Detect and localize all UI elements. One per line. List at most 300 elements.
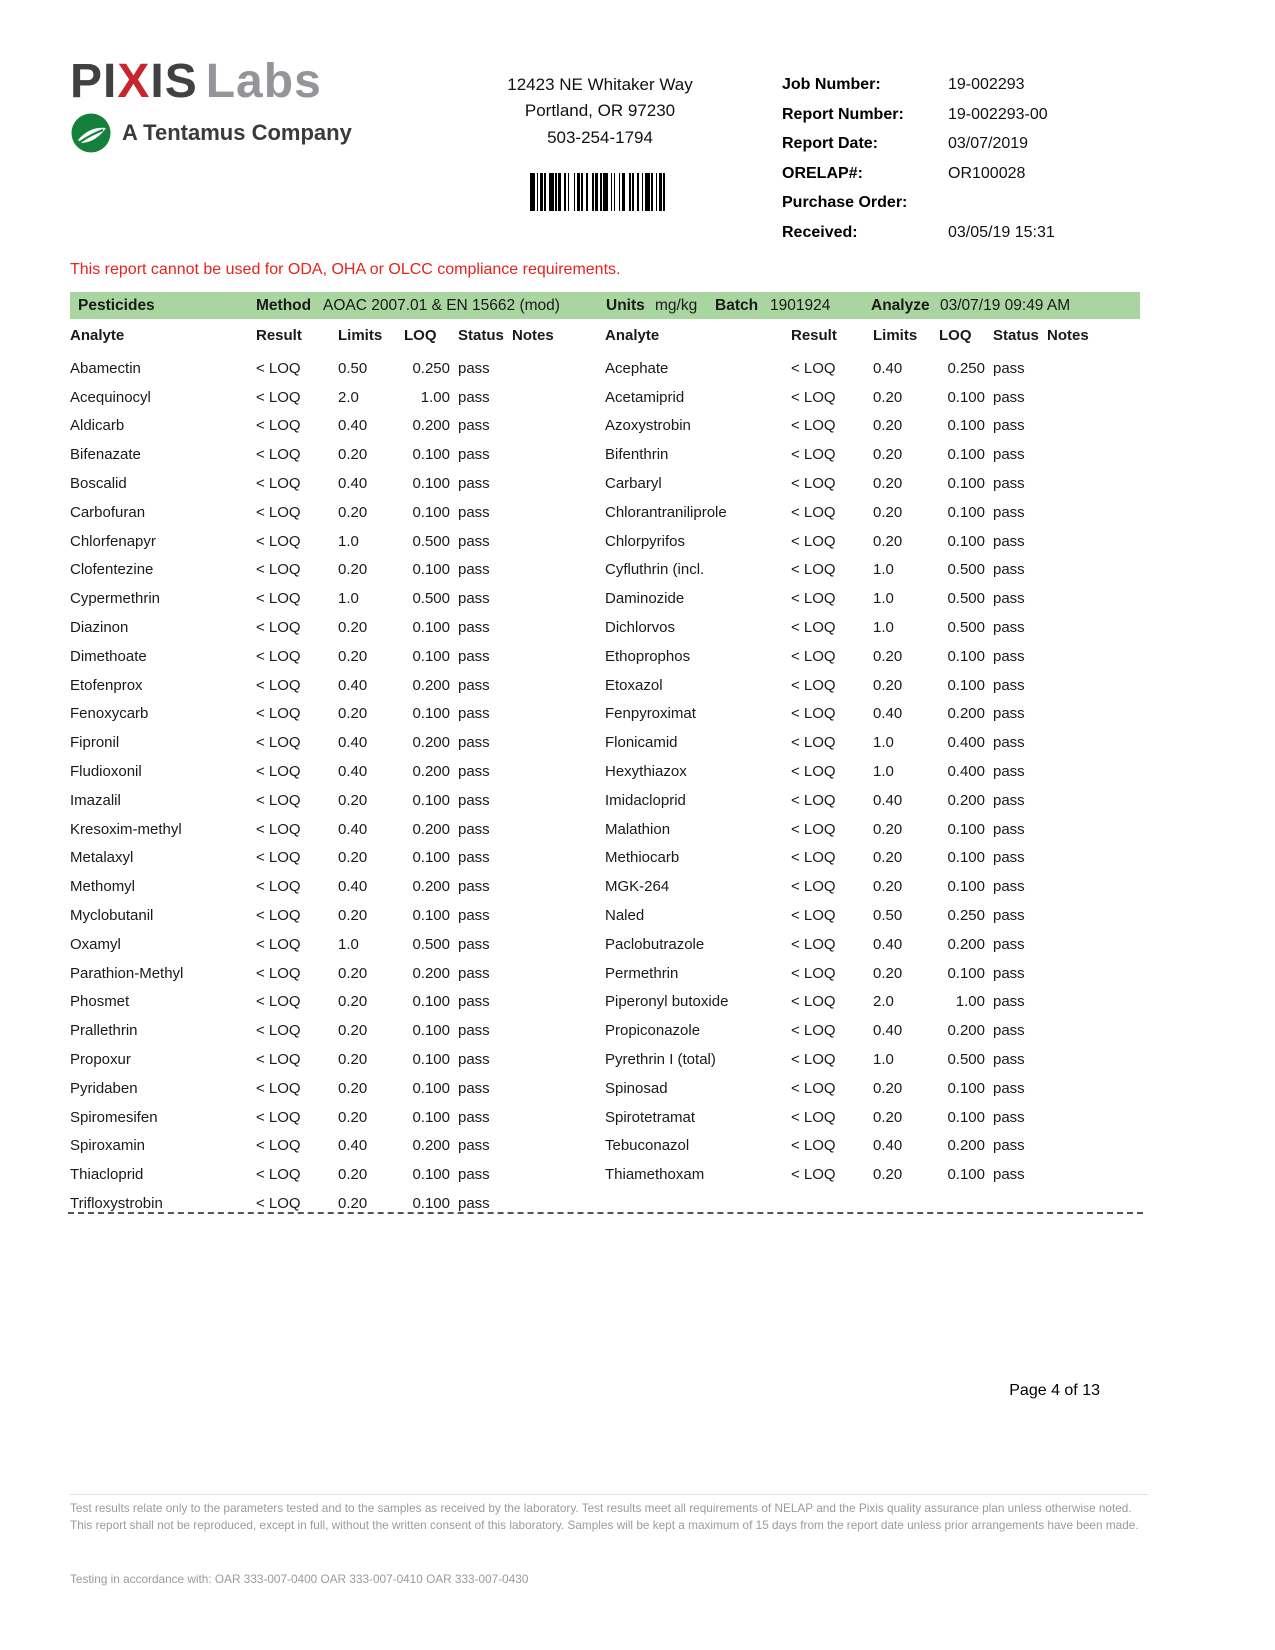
table-row: [70, 757, 570, 786]
method-label: Method: [256, 297, 312, 314]
cell-limits: 0.20: [873, 417, 903, 435]
table-row: [605, 671, 1105, 700]
cell-limits: 1.0: [338, 590, 359, 608]
cell-limits: 1.0: [873, 734, 894, 752]
cell-result: < LOQ: [791, 705, 836, 723]
cell-result: < LOQ: [256, 1108, 301, 1126]
table-row: [70, 901, 570, 930]
table-row: [70, 728, 570, 757]
cell-result: < LOQ: [256, 1195, 301, 1212]
cell-status: pass: [458, 388, 490, 406]
cell-result: < LOQ: [256, 964, 301, 982]
cell-limits: 1.0: [873, 1051, 894, 1069]
cell-result: < LOQ: [256, 791, 301, 809]
cell-status: pass: [458, 1108, 490, 1126]
cell-loq: 0.100: [412, 1051, 450, 1069]
cell-loq: 0.100: [947, 676, 985, 694]
cell-result: < LOQ: [791, 1022, 836, 1040]
cell-analyte: Methiocarb: [605, 849, 680, 867]
cell-status: pass: [993, 475, 1025, 493]
table-row: [70, 1045, 570, 1074]
cell-status: pass: [458, 734, 490, 752]
cell-limits: 0.20: [873, 676, 903, 694]
cell-status: pass: [458, 417, 490, 435]
cell-limits: 0.20: [338, 907, 368, 925]
cell-result: < LOQ: [256, 619, 301, 637]
cell-result: < LOQ: [256, 878, 301, 896]
cell-limits: 0.20: [873, 388, 903, 406]
cell-analyte: Analyte: [605, 326, 660, 344]
cell-limits: 0.20: [873, 820, 903, 838]
cell-result: < LOQ: [791, 1051, 836, 1069]
cell-result: < LOQ: [256, 705, 301, 723]
cell-result: < LOQ: [256, 820, 301, 838]
cell-analyte: Carbofuran: [70, 503, 146, 521]
cell-loq: 0.100: [412, 1195, 450, 1212]
cell-status: pass: [993, 417, 1025, 435]
table-row: [605, 440, 1105, 469]
info-row-orelap: [782, 159, 1202, 189]
table-row: [605, 584, 1105, 613]
cell-limits: 0.20: [338, 964, 368, 982]
cell-analyte: Malathion: [605, 820, 671, 838]
cell-loq: 0.200: [947, 1137, 985, 1155]
table-row: [605, 988, 1105, 1017]
section-end-dashed-line: [68, 1212, 1143, 1214]
cell-result: < LOQ: [256, 647, 301, 665]
cell-limits: 0.40: [873, 1022, 903, 1040]
table-row: [605, 1103, 1105, 1132]
cell-loq: 0.100: [947, 503, 985, 521]
cell-notes: Notes: [512, 326, 554, 344]
purchase-order-label: Purchase Order:: [782, 194, 908, 211]
table-row: [605, 757, 1105, 786]
report-date-label: Report Date:: [782, 135, 879, 152]
table-row: [70, 498, 570, 527]
table-row: [70, 930, 570, 959]
cell-loq: 0.100: [947, 1079, 985, 1097]
cell-limits: 0.40: [873, 935, 903, 953]
cell-limits: 0.40: [338, 676, 368, 694]
table-row: [605, 412, 1105, 441]
cell-status: pass: [458, 935, 490, 953]
cell-limits: 0.20: [338, 1166, 368, 1184]
info-row-report-date: [782, 129, 1202, 159]
table-row: [70, 671, 570, 700]
cell-limits: 0.20: [873, 475, 903, 493]
cell-result: < LOQ: [791, 1079, 836, 1097]
table-row: [70, 700, 570, 729]
cell-status: Status: [993, 326, 1039, 344]
table-row: [70, 844, 570, 873]
cell-loq: 0.100: [412, 993, 450, 1011]
cell-limits: 0.40: [873, 791, 903, 809]
cell-loq: 0.500: [412, 590, 450, 608]
cell-status: pass: [458, 993, 490, 1011]
table-row: [605, 1132, 1105, 1161]
cell-loq: 0.200: [412, 676, 450, 694]
cell-limits: 1.0: [338, 532, 359, 550]
cell-loq: 0.500: [947, 561, 985, 579]
cell-loq: 0.100: [412, 647, 450, 665]
cell-status: pass: [993, 532, 1025, 550]
cell-limits: 0.20: [873, 446, 903, 464]
cell-status: pass: [458, 475, 490, 493]
cell-result: < LOQ: [256, 1137, 301, 1155]
cell-result: < LOQ: [791, 1108, 836, 1126]
table-row: [605, 1160, 1105, 1189]
cell-status: pass: [458, 532, 490, 550]
cell-result: Result: [791, 326, 837, 344]
cell-analyte: Daminozide: [605, 590, 685, 608]
table-row: [70, 988, 570, 1017]
cell-result: < LOQ: [791, 763, 836, 781]
info-row-purchase-order: [782, 188, 1202, 218]
table-row: [70, 1132, 570, 1161]
cell-result: < LOQ: [791, 878, 836, 896]
cell-analyte: Cyfluthrin (incl.: [605, 561, 705, 579]
cell-status: pass: [458, 907, 490, 925]
cell-status: pass: [458, 446, 490, 464]
cell-analyte: Chlorfenapyr: [70, 532, 156, 550]
cell-result: < LOQ: [791, 475, 836, 493]
cell-status: pass: [993, 503, 1025, 521]
cell-limits: 0.20: [338, 1108, 368, 1126]
batch-value: 1901924: [770, 297, 831, 314]
compliance-warning: This report cannot be used for ODA, OHA or OLCC compliance requirements.: [70, 261, 621, 278]
table-row: [70, 440, 570, 469]
table-row: [70, 412, 570, 441]
cell-limits: Limits: [338, 326, 383, 344]
cell-status: pass: [458, 1166, 490, 1184]
cell-status: pass: [993, 763, 1025, 781]
cell-analyte: Permethrin: [605, 964, 679, 982]
table-row: [70, 642, 570, 671]
cell-analyte: Phosmet: [70, 993, 130, 1011]
barcode: [440, 173, 760, 211]
cell-loq: 0.500: [947, 619, 985, 637]
cell-limits: 0.20: [338, 849, 368, 867]
cell-analyte: Naled: [605, 907, 645, 925]
cell-status: pass: [458, 676, 490, 694]
address-street: 12423 NE Whitaker Way: [507, 75, 693, 94]
table-row: [605, 901, 1105, 930]
cell-analyte: Spiromesifen: [70, 1108, 158, 1126]
cell-result: < LOQ: [791, 1166, 836, 1184]
cell-status: pass: [993, 359, 1025, 377]
cell-limits: 0.40: [338, 417, 368, 435]
cell-loq: 0.100: [947, 475, 985, 493]
cell-analyte: Fludioxonil: [70, 763, 142, 781]
cell-result: < LOQ: [791, 820, 836, 838]
cell-loq: 0.200: [412, 964, 450, 982]
cell-limits: 1.0: [873, 561, 894, 579]
cell-loq: 0.250: [947, 907, 985, 925]
cell-status: pass: [993, 619, 1025, 637]
cell-loq: 0.200: [412, 417, 450, 435]
lab-address-block: [440, 72, 760, 211]
cell-analyte: Clofentezine: [70, 561, 154, 579]
cell-limits: 0.20: [873, 1166, 903, 1184]
cell-status: pass: [458, 964, 490, 982]
cell-analyte: Thiamethoxam: [605, 1166, 705, 1184]
cell-loq: 0.200: [412, 1137, 450, 1155]
cell-result: < LOQ: [256, 532, 301, 550]
cell-limits: 0.20: [338, 619, 368, 637]
cell-analyte: Ethoprophos: [605, 647, 691, 665]
cell-status: pass: [458, 619, 490, 637]
cell-result: < LOQ: [791, 964, 836, 982]
table-row: [70, 786, 570, 815]
cell-limits: 0.40: [338, 878, 368, 896]
cell-limits: 0.20: [873, 849, 903, 867]
cell-result: < LOQ: [791, 1137, 836, 1155]
table-row: [605, 786, 1105, 815]
table-row: [70, 354, 570, 383]
cell-status: pass: [993, 878, 1025, 896]
cell-loq: 0.500: [947, 1051, 985, 1069]
cell-analyte: Flonicamid: [605, 734, 678, 752]
cell-status: pass: [458, 791, 490, 809]
cell-limits: 0.20: [873, 532, 903, 550]
cell-limits: 0.40: [338, 475, 368, 493]
cell-status: pass: [993, 964, 1025, 982]
cell-analyte: Paclobutrazole: [605, 935, 705, 953]
cell-analyte: Spirotetramat: [605, 1108, 696, 1126]
cell-analyte: Aldicarb: [70, 417, 125, 435]
cell-limits: 0.20: [338, 1022, 368, 1040]
cell-result: < LOQ: [791, 647, 836, 665]
cell-analyte: Metalaxyl: [70, 849, 134, 867]
cell-status: pass: [458, 878, 490, 896]
cell-loq: 0.200: [412, 820, 450, 838]
cell-status: Status: [458, 326, 504, 344]
pesticides-results-table: [70, 322, 1140, 1218]
table-row: [605, 498, 1105, 527]
cell-result: < LOQ: [256, 1079, 301, 1097]
units-value: mg/kg: [655, 297, 698, 314]
cell-limits: 2.0: [338, 388, 359, 406]
section-title: Pesticides: [78, 297, 155, 314]
cell-loq: 0.100: [412, 849, 450, 867]
table-row: [605, 642, 1105, 671]
cell-analyte: Acephate: [605, 359, 669, 377]
cell-loq: 0.100: [947, 849, 985, 867]
cell-loq: 0.100: [947, 647, 985, 665]
batch-label: Batch: [715, 297, 759, 314]
logo-text-labs: Labs: [205, 55, 322, 108]
cell-loq: 0.100: [412, 791, 450, 809]
cell-status: pass: [993, 1051, 1025, 1069]
cell-status: pass: [993, 907, 1025, 925]
cell-analyte: Abamectin: [70, 359, 141, 377]
table-row: [70, 959, 570, 988]
cell-loq: 0.100: [412, 1166, 450, 1184]
cell-limits: 0.40: [338, 734, 368, 752]
method-value: AOAC 2007.01 & EN 15662 (mod): [323, 297, 560, 314]
table-row: [605, 383, 1105, 412]
units-label: Units: [606, 297, 645, 314]
cell-limits: 0.40: [873, 1137, 903, 1155]
cell-limits: Limits: [873, 326, 918, 344]
cell-limits: 0.20: [873, 1108, 903, 1126]
cell-result: < LOQ: [256, 849, 301, 867]
analyze-label: Analyze: [871, 297, 930, 314]
cell-loq: 0.500: [412, 935, 450, 953]
cell-limits: 0.20: [873, 503, 903, 521]
cell-analyte: Fipronil: [70, 734, 120, 752]
cell-loq: 0.100: [947, 1108, 985, 1126]
table-row: [70, 469, 570, 498]
table-row: [70, 1160, 570, 1189]
cell-loq: 0.100: [947, 446, 985, 464]
results-right-column: [605, 322, 1105, 1189]
cell-result: < LOQ: [791, 734, 836, 752]
cell-loq: 0.200: [947, 791, 985, 809]
cell-loq: 0.100: [412, 619, 450, 637]
cell-limits: 0.20: [338, 1051, 368, 1069]
cell-limits: 1.0: [338, 935, 359, 953]
cell-analyte: Acequinocyl: [70, 388, 151, 406]
logo-wordmark: [70, 55, 352, 108]
cell-loq: 0.100: [947, 417, 985, 435]
logo-text-is: IS: [150, 55, 198, 108]
table-row: [70, 613, 570, 642]
cell-result: < LOQ: [256, 590, 301, 608]
cell-notes: Notes: [1047, 326, 1089, 344]
table-row: [605, 930, 1105, 959]
cell-status: pass: [993, 1166, 1025, 1184]
cell-result: < LOQ: [256, 734, 301, 752]
footer-accordance: Testing in accordance with: OAR 333-007-0400 OAR 333-007-0410 OAR 333-007-0430: [70, 1572, 529, 1586]
cell-result: < LOQ: [791, 619, 836, 637]
table-row: [70, 584, 570, 613]
logo-tagline: A Tentamus Company: [122, 120, 352, 145]
cell-status: pass: [458, 561, 490, 579]
cell-limits: 0.20: [873, 964, 903, 982]
cell-loq: 0.100: [947, 388, 985, 406]
orelap-label: ORELAP#:: [782, 164, 863, 182]
cell-status: pass: [993, 590, 1025, 608]
cell-status: pass: [993, 791, 1025, 809]
table-row: [70, 527, 570, 556]
cell-limits: 0.20: [873, 647, 903, 665]
cell-limits: 0.50: [873, 907, 903, 925]
cell-analyte: Carbaryl: [605, 475, 662, 493]
received-label: Received:: [782, 223, 858, 241]
cell-result: < LOQ: [256, 561, 301, 579]
cell-analyte: Spiroxamin: [70, 1137, 146, 1155]
cell-loq: 0.100: [412, 1022, 450, 1040]
cell-loq: 0.100: [947, 964, 985, 982]
cell-status: pass: [458, 849, 490, 867]
cell-result: < LOQ: [791, 791, 836, 809]
cell-status: pass: [993, 676, 1025, 694]
cell-status: pass: [458, 1022, 490, 1040]
cell-limits: 0.20: [338, 446, 368, 464]
table-row: [70, 556, 570, 585]
cell-result: < LOQ: [791, 561, 836, 579]
cell-loq: 0.200: [947, 935, 985, 953]
cell-analyte: Parathion-Methyl: [70, 964, 184, 982]
cell-result: < LOQ: [791, 849, 836, 867]
cell-result: < LOQ: [256, 763, 301, 781]
table-row: [605, 872, 1105, 901]
cell-loq: 0.100: [412, 1079, 450, 1097]
cell-loq: 0.200: [947, 1022, 985, 1040]
cell-loq: 0.100: [947, 1166, 985, 1184]
cell-analyte: Etoxazol: [605, 676, 663, 694]
cell-limits: 0.20: [873, 878, 903, 896]
cell-result: < LOQ: [256, 1051, 301, 1069]
logo-text-x: X: [117, 55, 151, 108]
cell-status: pass: [993, 1137, 1025, 1155]
cell-status: pass: [993, 935, 1025, 953]
cell-limits: 0.20: [873, 1079, 903, 1097]
cell-result: < LOQ: [791, 676, 836, 694]
cell-result: < LOQ: [791, 446, 836, 464]
logo-text-pi: PI: [70, 55, 118, 108]
cell-analyte: Pyrethrin I (total): [605, 1051, 716, 1069]
cell-analyte: Oxamyl: [70, 935, 121, 953]
cell-status: pass: [993, 849, 1025, 867]
cell-status: pass: [993, 388, 1025, 406]
cell-loq: 0.200: [412, 734, 450, 752]
cell-loq: 0.500: [947, 590, 985, 608]
table-row: [70, 872, 570, 901]
cell-analyte: Imazalil: [70, 791, 121, 809]
cell-status: pass: [993, 1022, 1025, 1040]
cell-analyte: Fenpyroximat: [605, 705, 696, 723]
cell-analyte: Fenoxycarb: [70, 705, 149, 723]
cell-limits: 0.20: [338, 993, 368, 1011]
table-row: [605, 728, 1105, 757]
address-city: Portland, OR 97230: [524, 101, 676, 121]
cell-result: < LOQ: [791, 993, 836, 1011]
cell-analyte: Piperonyl butoxide: [605, 993, 729, 1011]
cell-status: pass: [993, 993, 1025, 1011]
cell-limits: 1.0: [873, 590, 894, 608]
cell-analyte: Prallethrin: [70, 1022, 138, 1040]
address-phone: 503-254-1794: [547, 127, 653, 147]
cell-status: pass: [458, 647, 490, 665]
cell-analyte: Dichlorvos: [605, 619, 676, 637]
cell-result: < LOQ: [256, 417, 301, 435]
table-row: [605, 815, 1105, 844]
cell-status: pass: [458, 1137, 490, 1155]
cell-result: < LOQ: [256, 676, 301, 694]
table-row: [605, 556, 1105, 585]
cell-status: pass: [993, 734, 1025, 752]
cell-status: pass: [458, 820, 490, 838]
cell-status: pass: [458, 1051, 490, 1069]
cell-loq: 0.400: [947, 734, 985, 752]
pixis-labs-logo: [70, 55, 352, 154]
footer-disclaimer: Test results relate only to the parameters tested and to the samples as received by the laboratory. Test results meet all requirements of NELAP and the Pixis quality assurance plan unless otherwise noted. This report shall not be reproduced, except in full, without the written consent of this laboratory. Samples will be kept a maximum of 15 days from the report date unless prior arrangements have been made.: [70, 1494, 1148, 1534]
cell-limits: 2.0: [873, 993, 894, 1011]
cell-loq: 0.100: [947, 878, 985, 896]
table-row: [605, 1045, 1105, 1074]
job-number-label: Job Number:: [782, 76, 881, 93]
info-row-received: [782, 218, 1202, 248]
received-value: 03/05/19 15:31: [948, 223, 1055, 241]
cell-loq: 0.100: [412, 446, 450, 464]
cell-loq: 0.500: [412, 532, 450, 550]
table-row: [605, 527, 1105, 556]
cell-analyte: Diazinon: [70, 619, 129, 637]
cell-result: < LOQ: [791, 503, 836, 521]
cell-limits: 1.0: [873, 763, 894, 781]
